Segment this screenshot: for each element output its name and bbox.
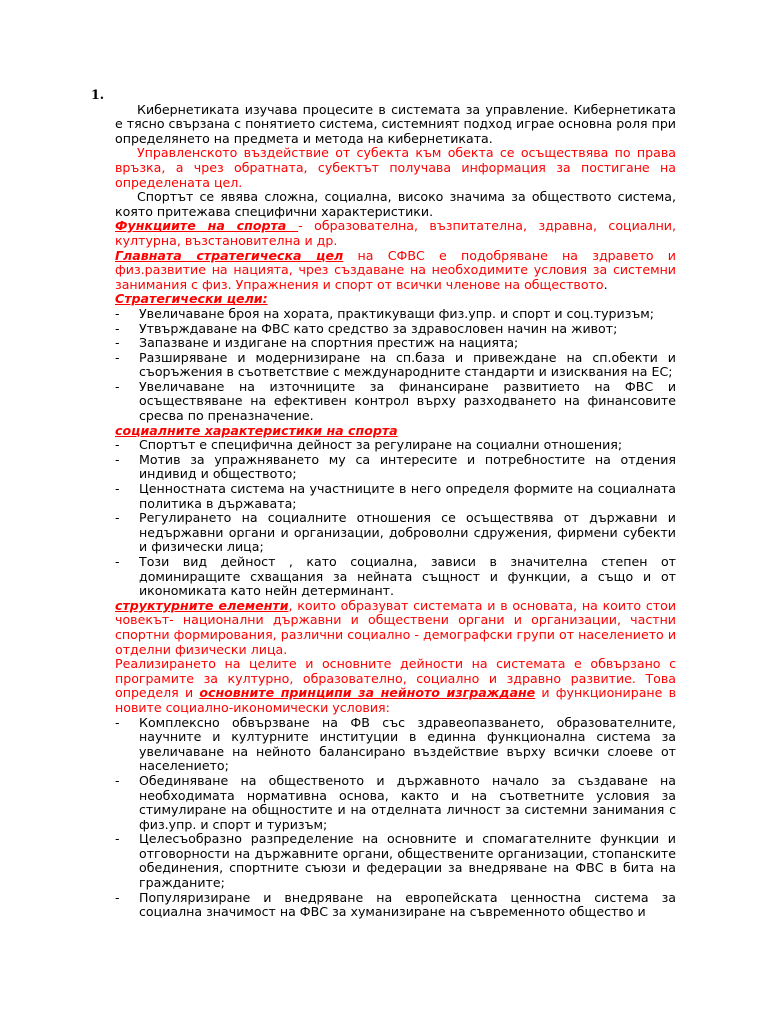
dash-bullet: - <box>115 320 120 336</box>
main-goal-title: Главната стратегическа цел <box>115 247 344 263</box>
heading-number: 1. <box>91 87 105 102</box>
dash-bullet: - <box>115 772 120 788</box>
list-item <box>115 453 676 482</box>
dash-bullet: - <box>115 451 120 467</box>
dash-bullet: - <box>115 510 120 526</box>
list-item <box>115 716 676 774</box>
dash-bullet: - <box>115 831 120 847</box>
list-item <box>115 322 676 337</box>
paragraph-cybernetics: Кибернетиката изучава процесите в системата за управление. Кибернетиката е тясно свързана с понятието система, системният подход играе основна роля при определянето на предмета и метода на кибернетиката. <box>115 101 676 146</box>
document-page <box>91 87 677 920</box>
list-item-text: Спортът е специфична дейност за регулиране на социални отношения; <box>139 437 623 453</box>
list-item-text: Популяризиране и внедряване на европейската ценностна система за социална значимост на ФВС за хуманизиране на съвременното общество и <box>139 889 676 920</box>
list-item-text: Увеличаване броя на хората, практикуващи физ.упр. и спорт и соц.туризъм; <box>139 305 655 321</box>
list-item-text: Регулирането на социалните отношения се осъществява от държавни и недържавни органи и организации, доброволни сдружения, фирмени субекти и физически лица; <box>139 510 676 555</box>
strategic-goals-heading <box>115 292 676 307</box>
list-item-text: Целесъобразно разпределение на основните и спомагателните функции и отговорности на държавните органи, обществените организации, стопанските обединения, спортните съюзи и федерации за внедряване на ФВС в бита на гражданите; <box>139 831 676 891</box>
strategic-goals-list <box>115 307 676 424</box>
list-item-text: Комплексно обвързване на ФВ със здравеопазването, образователните, научните и културните институции в единна функционална система за увеличаване на нейното балансирано въздействие върху всички слоеве от населението; <box>139 714 676 774</box>
list-item-text: Ценностната система на участниците в него определя формите на социалната политика в държавата; <box>139 481 676 511</box>
social-characteristics-heading <box>115 424 676 439</box>
list-item <box>115 482 676 511</box>
paragraph-sport-functions <box>115 219 676 248</box>
dash-bullet: - <box>115 481 120 497</box>
list-item <box>115 774 676 832</box>
dash-bullet: - <box>115 554 120 569</box>
structural-elements-title: структурните елементи <box>115 597 289 613</box>
list-item-text: Увеличаване на източниците за финансиране развитието на ФВС и осъществяване на ефективен контрол върху разходването на финансовите сресва по преназначение. <box>139 378 676 424</box>
list-item-text: Обединяване на общественото и държавното начало за създаване на необходимата нормативна основа, както и на съответните условия за стимулиране на общностите и на отделната личност за системни занимания с физ.упр. и спорт и туризъм; <box>139 772 676 832</box>
dash-bullet: - <box>115 349 120 365</box>
main-goal-period: . <box>603 276 608 292</box>
social-characteristics-title: социалните характеристики на спорта <box>115 422 398 438</box>
principles-title: основните принципи за нейното изграждане <box>199 685 536 701</box>
principles-list <box>115 716 676 920</box>
main-goal-text: на СФВС е подобряване на здравето и физ.развитие на нацията, чрез създаване на необходимите условия за системни занимания с физ. Упражнения и спорт от всички членове на обществото <box>115 247 676 292</box>
list-item <box>115 891 676 920</box>
list-item <box>115 555 676 599</box>
list-item <box>115 351 676 380</box>
list-item-text: Разширяване и модернизиране на сп.база и привеждане на сп.обекти и съоръжения в съответствие с международните стандарти и изисквания на ЕС; <box>139 349 676 380</box>
paragraph-sport-system: Спортът се явява сложна, социална, високо значима за обществото система, която притежава специфични характеристики. <box>115 189 676 219</box>
paragraph-realization <box>115 657 676 715</box>
dash-bullet: - <box>115 714 120 730</box>
dash-bullet: - <box>115 889 120 905</box>
dash-bullet: - <box>115 335 120 351</box>
paragraph-management-impact: Управленското въздействие от субекта към обекта се осъществява по права връзка, а чрез обратната, субектът получава информация за постигане на определената цел. <box>115 145 676 190</box>
paragraph-structural-elements <box>115 599 676 657</box>
list-item-text: Мотив за упражняването му са интересите и потребностите на отдения индивид и обществото; <box>139 451 676 482</box>
list-item <box>115 511 676 555</box>
list-item-text: Утвърждаване на ФВС като средство за здравословен начин на живот; <box>139 320 618 336</box>
strategic-goals-title: Стратегически цели: <box>115 291 268 307</box>
sport-functions-title: Функциите на спорта <box>115 218 299 234</box>
dash-bullet: - <box>115 305 120 321</box>
list-item <box>115 336 676 351</box>
list-item-text: Този вид дейност , като социална, зависи в значителна степен от доминиращите схващания за нейната същност и функции, а също и от икономиката като нейн детерминант. <box>139 554 676 599</box>
social-characteristics-list <box>115 438 676 599</box>
list-item <box>115 307 676 322</box>
list-item <box>115 832 676 890</box>
paragraph-main-goal <box>115 249 676 293</box>
list-item <box>115 438 676 453</box>
list-item <box>115 380 676 424</box>
realization-text-2: и функциониране в новите социално-икономически условия: <box>115 685 677 715</box>
list-item-text: Запазване и издигане на спортния престиж на нацията; <box>139 335 519 351</box>
realization-text-1: Реализирането на целите и основните дейности на системата е обвързано с програмите за културно, образователно, социално и здравно развитие. Това определя и <box>115 656 676 701</box>
dash-bullet: - <box>115 437 120 453</box>
structural-elements-text: , които образуват системата и в основата, на които стои човекът- национални държавни и обществени органи и организации, частни спортни формирования, различни социално - демографски групи от населението и отделни физически лица. <box>115 597 677 657</box>
sport-functions-text: - образователна, възпитателна, здравна, социални, културна, възстановителна и др. <box>115 218 676 248</box>
dash-bullet: - <box>115 378 120 394</box>
